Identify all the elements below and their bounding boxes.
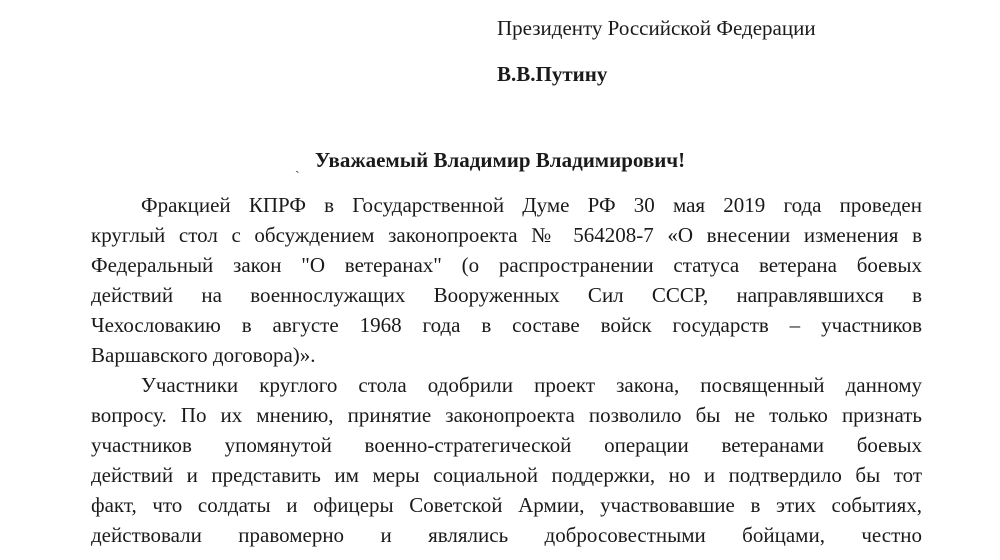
addressee-title: Президенту Российской Федерации [497,16,816,40]
text-line: факт, что солдаты и офицеры Советской Армии, участвовавшие в этих событиях, [91,493,922,517]
letter-body [91,190,922,550]
salutation: Уважаемый Владимир Владимирович! [314,148,686,172]
text-line: Участники круглого стола одобрили проект закона, посвященный данному [141,373,922,397]
text-line: Чехословакию в августе 1968 года в составе войск государств – участников [91,313,922,337]
paragraph-2 [91,370,922,550]
text-line: действий на военнослужащих Вооруженных Сил СССР, направлявшихся в [91,283,922,307]
text-line: Федеральный закон "О ветеранах" (о распространении статуса ветерана боевых [91,253,922,277]
stray-mark: ˎ [295,159,300,174]
text-line: участников упомянутой военно-стратегической операции ветеранами боевых [91,433,922,457]
addressee-name: В.В.Путину [497,62,608,86]
text-line: действовали правомерно и являлись добросовестными бойцами, честно [91,523,922,547]
text-line: Варшавского договора)». [91,343,316,367]
text-line: вопросу. По их мнению, принятие законопроекта позволило бы не только признать [91,403,922,427]
text-line: Фракцией КПРФ в Государственной Думе РФ 30 мая 2019 года проведен [141,193,922,217]
text-line: действий и представить им меры социальной поддержки, но и подтвердило бы тот [91,463,922,487]
text-line: круглый стол с обсуждением законопроекта № 564208-7 «О внесении изменения в [91,223,922,247]
paragraph-1 [91,190,922,370]
